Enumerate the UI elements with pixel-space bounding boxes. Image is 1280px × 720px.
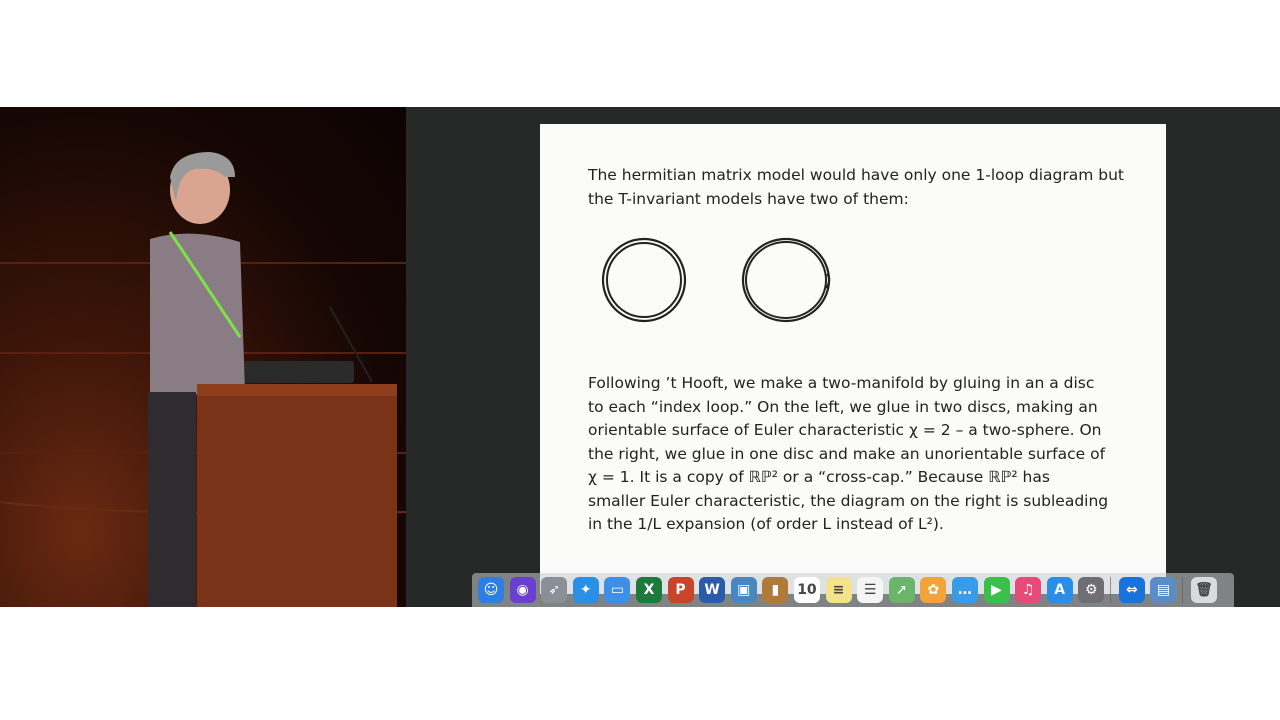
powerpoint-icon[interactable]: P: [668, 577, 694, 603]
loop-diagrams: [540, 234, 1166, 344]
dock-separator: [1110, 577, 1111, 603]
maps-icon[interactable]: ➚: [889, 577, 915, 603]
word-icon[interactable]: W: [699, 577, 725, 603]
slide-paragraph-intro: The hermitian matrix model would have only one 1-loop diagram but the T-invariant models have two of them:: [588, 166, 1125, 208]
slide-area: [406, 107, 1280, 607]
reminders-icon[interactable]: ☰: [857, 577, 883, 603]
speaker-trousers: [148, 392, 196, 607]
slide-line: to each “index loop.” On the left, we glue in two discs, making an: [588, 397, 1098, 416]
teamviewer-icon[interactable]: ⇔: [1119, 577, 1145, 603]
slide-line: Following ’t Hooft, we make a two-manifold by gluing in an a disc: [588, 374, 1095, 392]
siri-icon[interactable]: ◉: [510, 577, 536, 603]
dock-separator: [1182, 577, 1183, 603]
slide-line: smaller Euler characteristic, the diagram on the right is subleading: [588, 491, 1109, 510]
slide-line: χ = 1. It is a copy of ℝℙ² or a “cross-cap.” Because ℝℙ² has: [588, 468, 1050, 486]
contacts-icon[interactable]: ▮: [762, 577, 788, 603]
system-preferences-icon[interactable]: ⚙: [1078, 577, 1104, 603]
itunes-icon[interactable]: ♫: [1015, 577, 1041, 603]
screenshot-icon[interactable]: ▤: [1150, 577, 1176, 603]
speaker-illustration: [0, 107, 406, 607]
video-frame: [0, 107, 1280, 607]
lectern: [197, 384, 397, 607]
photos-icon[interactable]: ✿: [920, 577, 946, 603]
crosscap-loop-diagram: [743, 239, 829, 321]
preview-icon[interactable]: ▣: [731, 577, 757, 603]
keynote-icon[interactable]: ▭: [604, 577, 630, 603]
messages-icon[interactable]: …: [952, 577, 978, 603]
launchpad-icon[interactable]: ➶: [541, 577, 567, 603]
app-store-icon[interactable]: A: [1047, 577, 1073, 603]
slide-line: in the 1/L expansion (of order L instead of L²).: [588, 515, 944, 533]
excel-icon[interactable]: X: [636, 577, 662, 603]
speaker-shirt: [150, 234, 245, 397]
safari-icon[interactable]: ✦: [573, 577, 599, 603]
slide-paragraph-explanation: [588, 372, 1128, 537]
notes-icon[interactable]: ≡: [826, 577, 852, 603]
slide-line: the right, we glue in one disc and make an unorientable surface of: [588, 444, 1106, 463]
orientable-loop-diagram: [603, 239, 685, 321]
speaker-stage: [0, 107, 406, 607]
calendar-icon[interactable]: 10: [794, 577, 820, 603]
facetime-icon[interactable]: ▶: [984, 577, 1010, 603]
finder-icon[interactable]: ☺: [478, 577, 504, 603]
macos-dock: [472, 573, 1234, 607]
laptop: [234, 361, 354, 383]
slide-line: orientable surface of Euler characteristic χ = 2 – a two-sphere. On: [588, 421, 1102, 439]
trash-icon[interactable]: 🗑: [1191, 577, 1217, 603]
presentation-slide: [540, 124, 1166, 594]
